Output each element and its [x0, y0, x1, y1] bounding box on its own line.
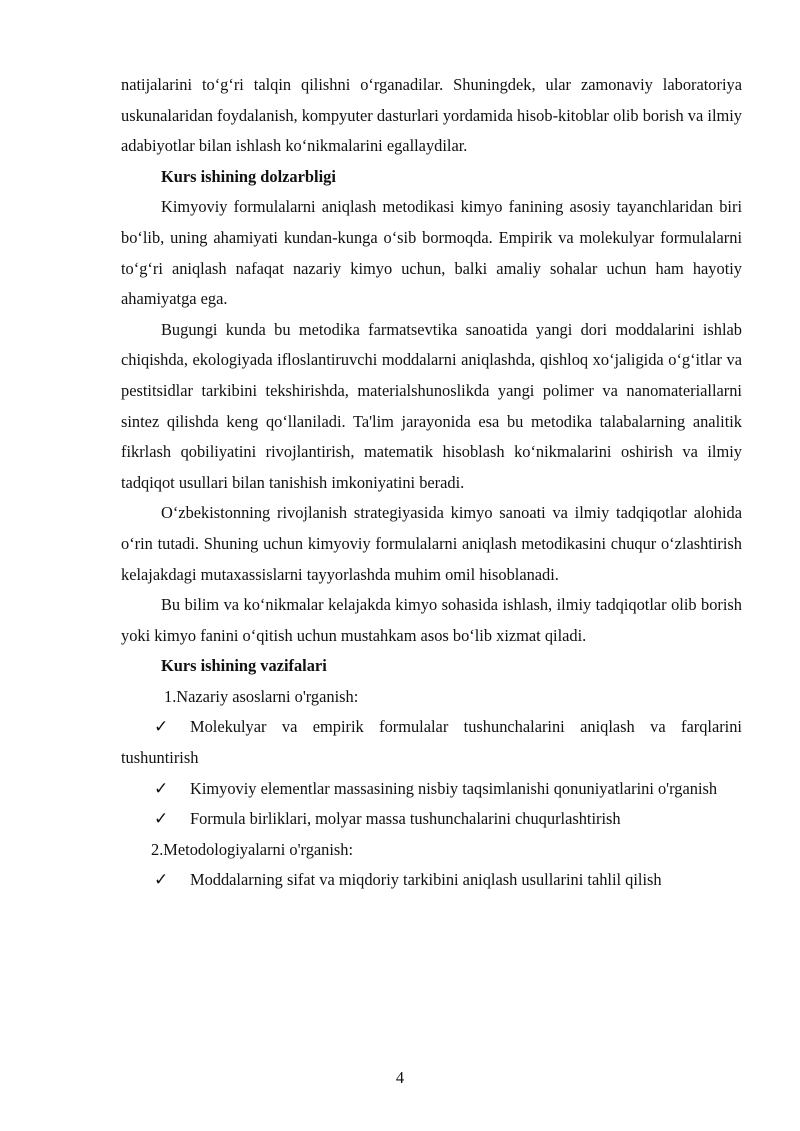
section-heading-relevance: Kurs ishining dolzarbligi — [161, 166, 336, 186]
page-number: 4 — [395, 1068, 405, 1087]
relevance-paragraph-3: O‘zbekistonning rivojlanish strategiyasida kimyo sanoati va ilmiy tadqiqotlar alohida o‘rin tutadi. Shuning uchun kimyoviy formulalarni aniqlash metodikasini chuqur o‘zlashtirish kelajakdagi mutaxassislarni tayyorlashda muhim omil hisoblanadi. — [121, 503, 742, 584]
task-group-2-label: 2.Metodologiyalarni o'rganish: — [151, 839, 354, 859]
relevance-paragraph-2: Bugungi kunda bu metodika farmatsevtika sanoatida yangi dori moddalarini ishlab chiqishda, ekologiyada ifloslantiruvchi moddalarni aniqlashda, qishloq xo‘jaligida o‘g‘itlar va pestitsidlar tarkibini tekshirishda, materialshunoslikda yangi polimer va nanomateriallarni sintez qilishda keng qo‘llaniladi. Ta'lim jarayonida esa bu metodika talabalarning analitik fikrlash qobiliyatini rivojlantirish, matematik hisoblash ko‘nikmalarini oshirish va ilmiy tadqiqot usullari bilan tanishish imkoniyatini beradi. — [121, 319, 742, 492]
checklist-item-text: Moddalarning sifat va miqdoriy tarkibini aniqlash usullarini tahlil qilish — [190, 870, 662, 890]
checklist-group-2 — [121, 865, 742, 896]
checklist-item-text: Kimyoviy elementlar massasining nisbiy taqsimlanishi qonuniyatlarini o'rganish — [190, 778, 718, 798]
checkmark-icon: ✓ — [154, 717, 169, 738]
relevance-paragraph-4: Bu bilim va ko‘nikmalar kelajakda kimyo sohasida ishlash, ilmiy tadqiqotlar olib borish yoki kimyo fanini o‘qitish uchun mustahkam asos bo‘lib xizmat qiladi. — [121, 595, 742, 645]
checklist-item — [121, 804, 742, 835]
checklist-item — [121, 774, 742, 805]
checklist-group-1 — [121, 712, 742, 834]
checklist-item — [121, 865, 742, 896]
checkmark-icon: ✓ — [154, 778, 169, 799]
checklist-item-text: Molekulyar va empirik formulalar tushunchalarini aniqlash va farqlarini tushuntirish — [121, 717, 742, 768]
checkmark-icon: ✓ — [154, 870, 169, 891]
checklist-item — [121, 712, 742, 773]
checklist-item-text: Formula birliklari, molyar massa tushunchalarini chuqurlashtirish — [190, 809, 621, 829]
checkmark-icon: ✓ — [154, 809, 169, 830]
task-group-1-label: 1.Nazariy asoslarni o'rganish: — [164, 686, 359, 706]
document-page — [121, 70, 742, 896]
section-heading-tasks: Kurs ishining vazifalari — [161, 656, 327, 676]
intro-continuation-paragraph: natijalarini to‘g‘ri talqin qilishni o‘rganadilar. Shuningdek, ular zamonaviy laboratoriya uskunalaridan foydalanish, kompyuter dasturlari yordamida hisob-kitoblar olib borish va ilmiy adabiyotlar bilan ishlash ko‘nikmalarini egallaydilar. — [121, 75, 742, 156]
relevance-paragraph-1: Kimyoviy formulalarni aniqlash metodikasi kimyo fanining asosiy tayanchlaridan biri bo‘lib, uning ahamiyati kundan-kunga o‘sib bormoqda. Empirik va molekulyar formulalarni to‘g‘ri aniqlash nafaqat nazariy kimyo uchun, balki amaliy sohalar uchun ham hayotiy ahamiyatga ega. — [121, 197, 742, 309]
